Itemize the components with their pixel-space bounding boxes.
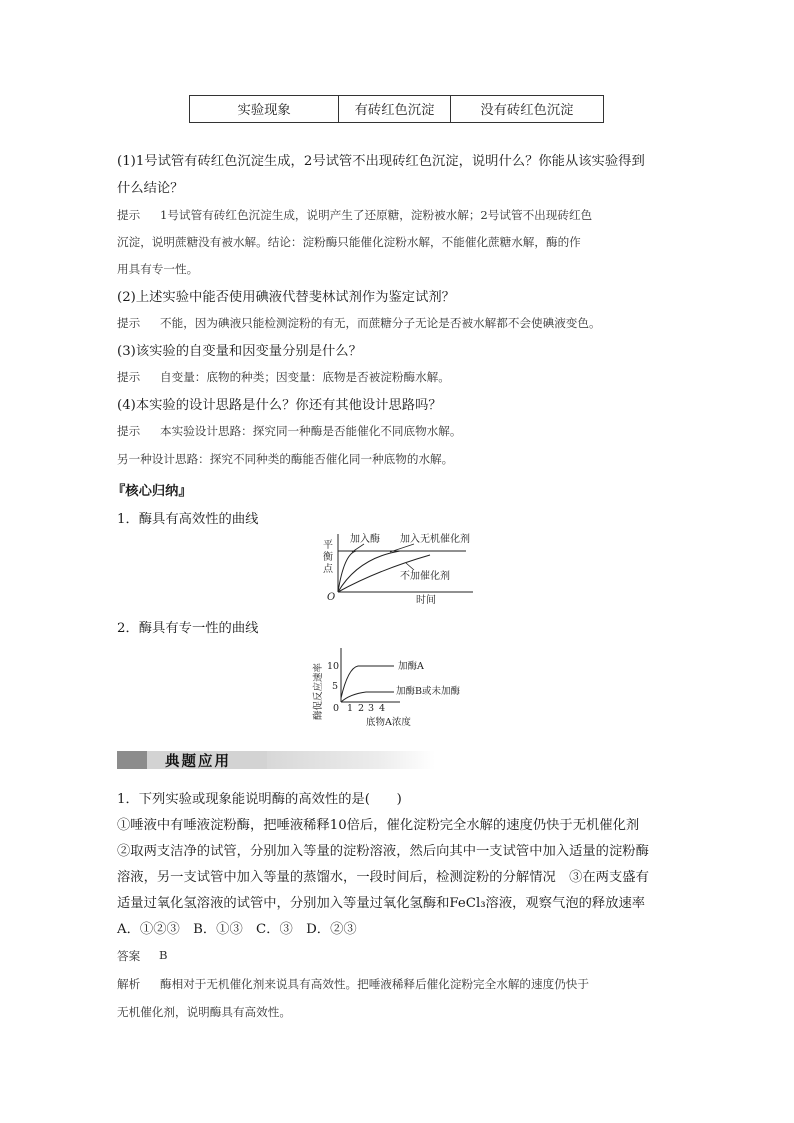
curve-enzyme xyxy=(338,551,356,592)
hint-3-line-1: 自变量：底物的种类；因变量：底物是否被淀粉酶水解。 xyxy=(160,370,450,384)
hint-1-line-3: 用具有专一性。 xyxy=(117,262,199,276)
hint-4-line-2: 另一种设计思路：探究不同种类的酶能否催化同一种底物的水解。 xyxy=(117,452,454,466)
efficiency-curve-figure xyxy=(318,530,508,608)
x-tick-3: 3 xyxy=(368,703,375,714)
label-enzyme: 加入酶 xyxy=(350,534,380,545)
analysis-line-2: 无机催化剂，说明酶具有高效性。 xyxy=(117,1005,291,1019)
table-cell-red-precipitate: 有砖红色沉淀 xyxy=(339,96,450,122)
answer-label: 答案 xyxy=(117,949,141,963)
curve-enzyme-a xyxy=(341,666,394,698)
exercise-line-3: 溶液，另一支试管中加入等量的蒸馏水，一段时间后，检测淀粉的分解情况 ③在两支盛有 xyxy=(117,870,649,885)
question-1-line-1: (1)1号试管有砖红色沉淀生成，2号试管不出现砖红色沉淀，说明什么？你能从该实验得到 xyxy=(117,154,645,169)
x-axis-label: 时间 xyxy=(416,595,436,606)
exercise-line-1: ①唾液中有唾液淀粉酶，把唾液稀释10倍后，催化淀粉完全水解的速度仍快于无机催化剂 xyxy=(117,818,640,833)
result-table xyxy=(189,95,604,123)
section-banner xyxy=(117,751,435,769)
origin-label: O xyxy=(327,592,336,603)
hint-2-label: 提示 xyxy=(117,316,141,330)
label-enzyme-b: 加酶B或未加酶 xyxy=(396,686,460,697)
question-4: (4)本实验的设计思路是什么？你还有其他设计思路吗？ xyxy=(117,398,442,413)
y-tick-10: 10 xyxy=(327,661,340,672)
exercise-line-4: 适量过氧化氢溶液的试管中，分别加入等量过氧化氢酶和FeCl₃溶液，观察气泡的释放速率 xyxy=(117,896,646,911)
label-enzyme-a: 加酶A xyxy=(398,661,424,672)
table-cell-phenomenon: 实验现象 xyxy=(190,96,339,122)
x-tick-2: 2 xyxy=(358,703,365,714)
x-tick-1: 1 xyxy=(347,703,354,714)
table-cell-no-precipitate: 没有砖红色沉淀 xyxy=(480,103,574,118)
section-title: 典题应用 xyxy=(165,754,231,770)
hint-3-label: 提示 xyxy=(117,370,141,384)
hint-2-line-1: 不能，因为碘液只能检测淀粉的有无，而蔗糖分子无论是否被水解都不会使碘液变色。 xyxy=(160,316,601,330)
question-3: (3)该实验的自变量和因变量分别是什么？ xyxy=(117,344,362,359)
y-axis-label-char-1: 平 xyxy=(323,540,333,551)
y-tick-0: 0 xyxy=(333,703,340,714)
curve-enzyme-b xyxy=(341,692,394,702)
curve-inorganic xyxy=(338,551,400,592)
exercise-question: 1．下列实验或现象能说明酶的高效性的是( ) xyxy=(117,792,402,807)
specificity-curve-figure xyxy=(308,642,498,732)
x-axis-label: 底物A浓度 xyxy=(366,717,411,728)
label-no-catalyst: 不加催化剂 xyxy=(400,571,450,582)
y-tick-5: 5 xyxy=(332,681,339,692)
y-axis-label-char-2: 衡 xyxy=(323,552,333,563)
question-2: (2)上述实验中能否使用碘液代替斐林试剂作为鉴定试剂？ xyxy=(117,290,455,305)
exercise-options: A．①②③ B．①③ C．③ D．②③ xyxy=(117,922,357,937)
hint-1-line-2: 沉淀，说明蔗糖没有被水解。结论：淀粉酶只能催化淀粉水解，不能催化蔗糖水解，酶的作 xyxy=(117,235,581,249)
core-summary-title: 『核心归纳』 xyxy=(112,484,192,499)
y-axis-label: 酶促反应速率 xyxy=(313,662,324,720)
hint-1-label: 提示 xyxy=(117,208,141,222)
answer-value: B xyxy=(159,948,168,962)
x-tick-4: 4 xyxy=(379,703,386,714)
analysis-line-1: 酶相对于无机催化剂来说具有高效性。把唾液稀释后催化淀粉完全水解的速度仍快于 xyxy=(160,977,589,991)
hint-4-label: 提示 xyxy=(117,424,141,438)
exercise-line-2: ②取两支洁净的试管，分别加入等量的淀粉溶液，然后向其中一支试管中加入适量的淀粉酶 xyxy=(117,844,649,859)
y-axis-label-char-3: 点 xyxy=(323,564,333,575)
analysis-label: 解析 xyxy=(117,977,141,991)
core-item-2: 2．酶具有专一性的曲线 xyxy=(117,621,259,636)
question-1-line-2: 什么结论？ xyxy=(117,181,184,196)
pointer-no-catalyst xyxy=(406,563,414,570)
label-inorganic: 加入无机催化剂 xyxy=(400,534,470,545)
hint-4-line-1: 本实验设计思路：探究同一种酶是否能催化不同底物水解。 xyxy=(160,424,462,438)
hint-1-line-1: 1号试管有砖红色沉淀生成，说明产生了还原糖，淀粉被水解；2号试管不出现砖红色 xyxy=(160,208,593,222)
core-item-1: 1．酶具有高效性的曲线 xyxy=(117,512,259,527)
